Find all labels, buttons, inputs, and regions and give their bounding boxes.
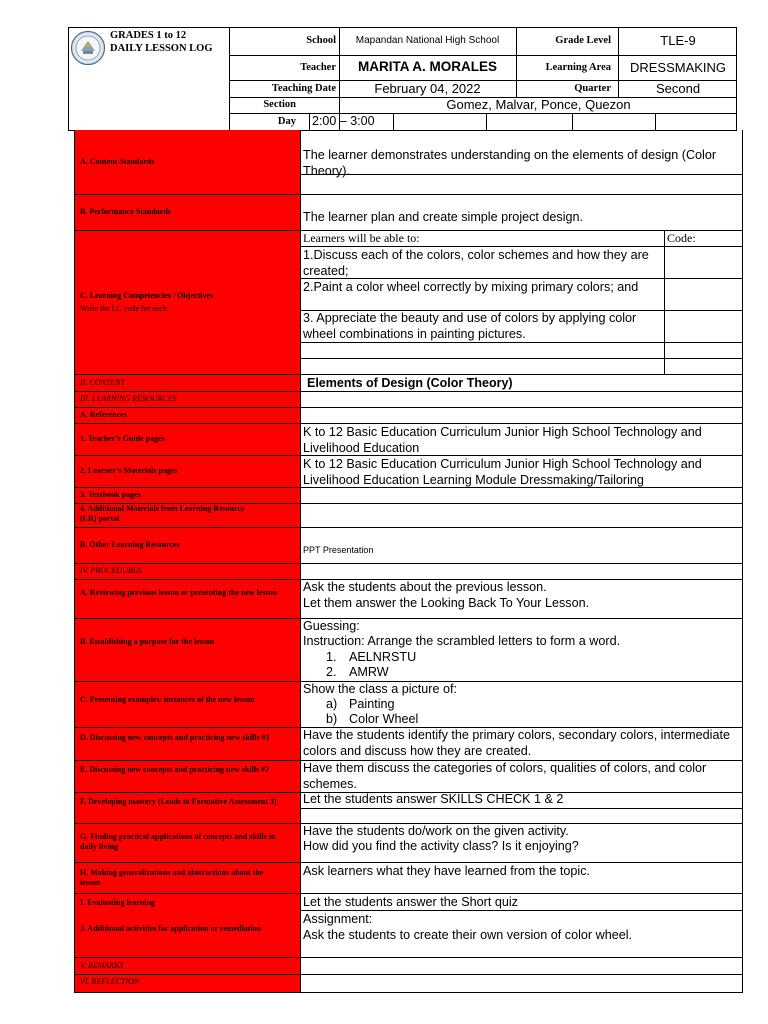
log-title-line1: GRADES 1 to 12: [110, 30, 187, 41]
proc-a-line1: Ask the students about the previous lesson.: [303, 580, 547, 594]
learning-area-label: Learning Area: [545, 62, 611, 73]
references-label: A. References: [80, 410, 127, 419]
proc-b-line1: Guessing:: [303, 619, 360, 633]
content-section-label: II. CONTENT: [80, 378, 125, 387]
learners-materials-text: K to 12 Basic Education Curriculum Junior High School Technology and Livelihood Education Learning Module Dressmaking/Tailoring: [303, 457, 702, 487]
lc-code-note: Write the LC code for each: [80, 304, 167, 313]
quarter-label: Quarter: [574, 83, 611, 94]
proc-g-line1: Have the students do/work on the given activity.: [303, 824, 569, 838]
procedures-label: IV. PROCEDURES: [80, 566, 142, 575]
proc-g-label: G. Finding practical applications of concepts and skills in daily living: [80, 832, 276, 851]
quarter-value: Second: [655, 81, 701, 96]
proc-h-label: H. Making generalizations and abstractions about the lesson: [80, 868, 264, 887]
teacher-label: Teacher: [300, 62, 336, 73]
deped-seal: [70, 30, 106, 66]
teachers-guide-text: K to 12 Basic Education Curriculum Junior High School Technology and Livelihood Education: [303, 425, 702, 455]
proc-b-item2: AMRW: [349, 665, 389, 679]
teaching-date-label: Teaching Date: [271, 83, 336, 94]
textbook-pages-label: 3. Textbook pages: [80, 490, 141, 499]
proc-g-line2: How did you find the activity class? Is it enjoying?: [303, 839, 579, 853]
proc-e-text: Have them discuss the categories of colors, qualities of colors, and color schemes.: [303, 761, 707, 791]
content-topic: Elements of Design (Color Theory): [307, 376, 513, 390]
school-label: School: [306, 35, 336, 46]
teachers-guide-label: 1. Teacher’s Guide pages: [80, 434, 165, 443]
proc-d-text: Have the students identify the primary colors, secondary colors, intermediate colors and discuss how they are created.: [303, 728, 730, 758]
proc-i-label: I. Evaluating learning: [80, 898, 155, 907]
section-value: Gomez, Malvar, Ponce, Quezon: [446, 97, 631, 112]
proc-h-text: Ask learners what they have learned from the topic.: [303, 864, 591, 878]
proc-b-item1: AELNRSTU: [349, 650, 417, 664]
content-standards-text: The learner demonstrates understanding on the elements of design (Color Theory).: [303, 148, 717, 178]
proc-c-item2: Color Wheel: [349, 712, 419, 726]
other-resources-label: B. Other Learning Resources: [80, 540, 180, 549]
proc-i-text: Let the students answer the Short quiz: [303, 895, 518, 909]
proc-c-item1-num: a): [326, 697, 338, 711]
proc-j-line1: Assignment:: [303, 912, 373, 926]
day-label: Day: [277, 116, 296, 127]
proc-j-label: J. Additional activities for application or remediation: [80, 924, 262, 933]
section-label: Section: [263, 99, 296, 110]
remarks-label: V. REMARKS: [80, 961, 124, 970]
proc-j-line2: Ask the students to create their own version of color wheel.: [303, 928, 633, 942]
day-value: 2:00 – 3:00: [312, 114, 375, 128]
proc-c-item2-num: b): [326, 712, 338, 726]
objective-1: 1.Discuss each of the colors, color schemes and how they are created;: [303, 248, 649, 278]
log-title-line2: DAILY LESSON LOG: [110, 43, 213, 54]
proc-e-label: E. Discussing new concepts and practicing new skills #2: [80, 765, 270, 774]
learning-resources-label: III. LEARNING RESOURCES: [80, 394, 177, 403]
proc-f-label: F. Developing mastery (Leads to Formative Assessment 3): [80, 797, 277, 806]
performance-standards-label: B. Performance Standards: [80, 207, 171, 216]
performance-standards-text: The learner plan and create simple project design.: [303, 210, 584, 224]
learning-area-value: DRESSMAKING: [629, 60, 727, 75]
proc-b-item1-num: 1.: [326, 650, 337, 664]
grade-level-label: Grade Level: [555, 35, 611, 46]
teaching-date-value: February 04, 2022: [374, 81, 481, 96]
objective-3: 3. Appreciate the beauty and use of colors by applying color wheel combinations in painting pictures.: [303, 311, 637, 341]
proc-a-line2: Let them answer the Looking Back To Your Lesson.: [303, 596, 590, 610]
proc-c-line1: Show the class a picture of:: [303, 682, 458, 696]
proc-f-text: Let the students answer SKILLS CHECK 1 & 2: [303, 792, 564, 806]
proc-b-line2: Instruction: Arrange the scrambled letters to form a word.: [303, 634, 621, 648]
content-standards-label: A. Content Standards: [80, 157, 155, 166]
proc-b-label: B. Establishing a purpose for the lesson: [80, 637, 215, 646]
proc-b-item2-num: 2.: [326, 665, 337, 679]
proc-d-label: D. Discussing new concepts and practicing new skills #1: [80, 733, 270, 742]
additional-materials-label: 4. Additional Materials from Learning Resource (LR) portal: [80, 504, 245, 523]
proc-c-label: C. Presenting examples/ instances of the new lesson: [80, 695, 255, 704]
school-value: Mapandan National High School: [355, 35, 500, 46]
grade-level-value: TLE-9: [660, 33, 696, 48]
objective-2: 2.Paint a color wheel correctly by mixing primary colors; and: [303, 280, 639, 294]
competencies-label: C. Learning Competencies / Objectives: [80, 291, 214, 300]
code-header: Code:: [667, 231, 696, 245]
proc-a-label: A. Reviewing previous lesson or presenting the new lesson: [80, 588, 278, 597]
learners-intro: Learners will be able to:: [303, 231, 420, 245]
learners-materials-label: 2. Learner’s Materials pages: [80, 466, 178, 475]
teacher-value: MARITA A. MORALES: [358, 59, 497, 74]
reflection-label: VI. REFLECTION: [80, 977, 140, 986]
other-resources-text: PPT Presentation: [303, 545, 374, 555]
proc-c-item1: Painting: [349, 697, 395, 711]
